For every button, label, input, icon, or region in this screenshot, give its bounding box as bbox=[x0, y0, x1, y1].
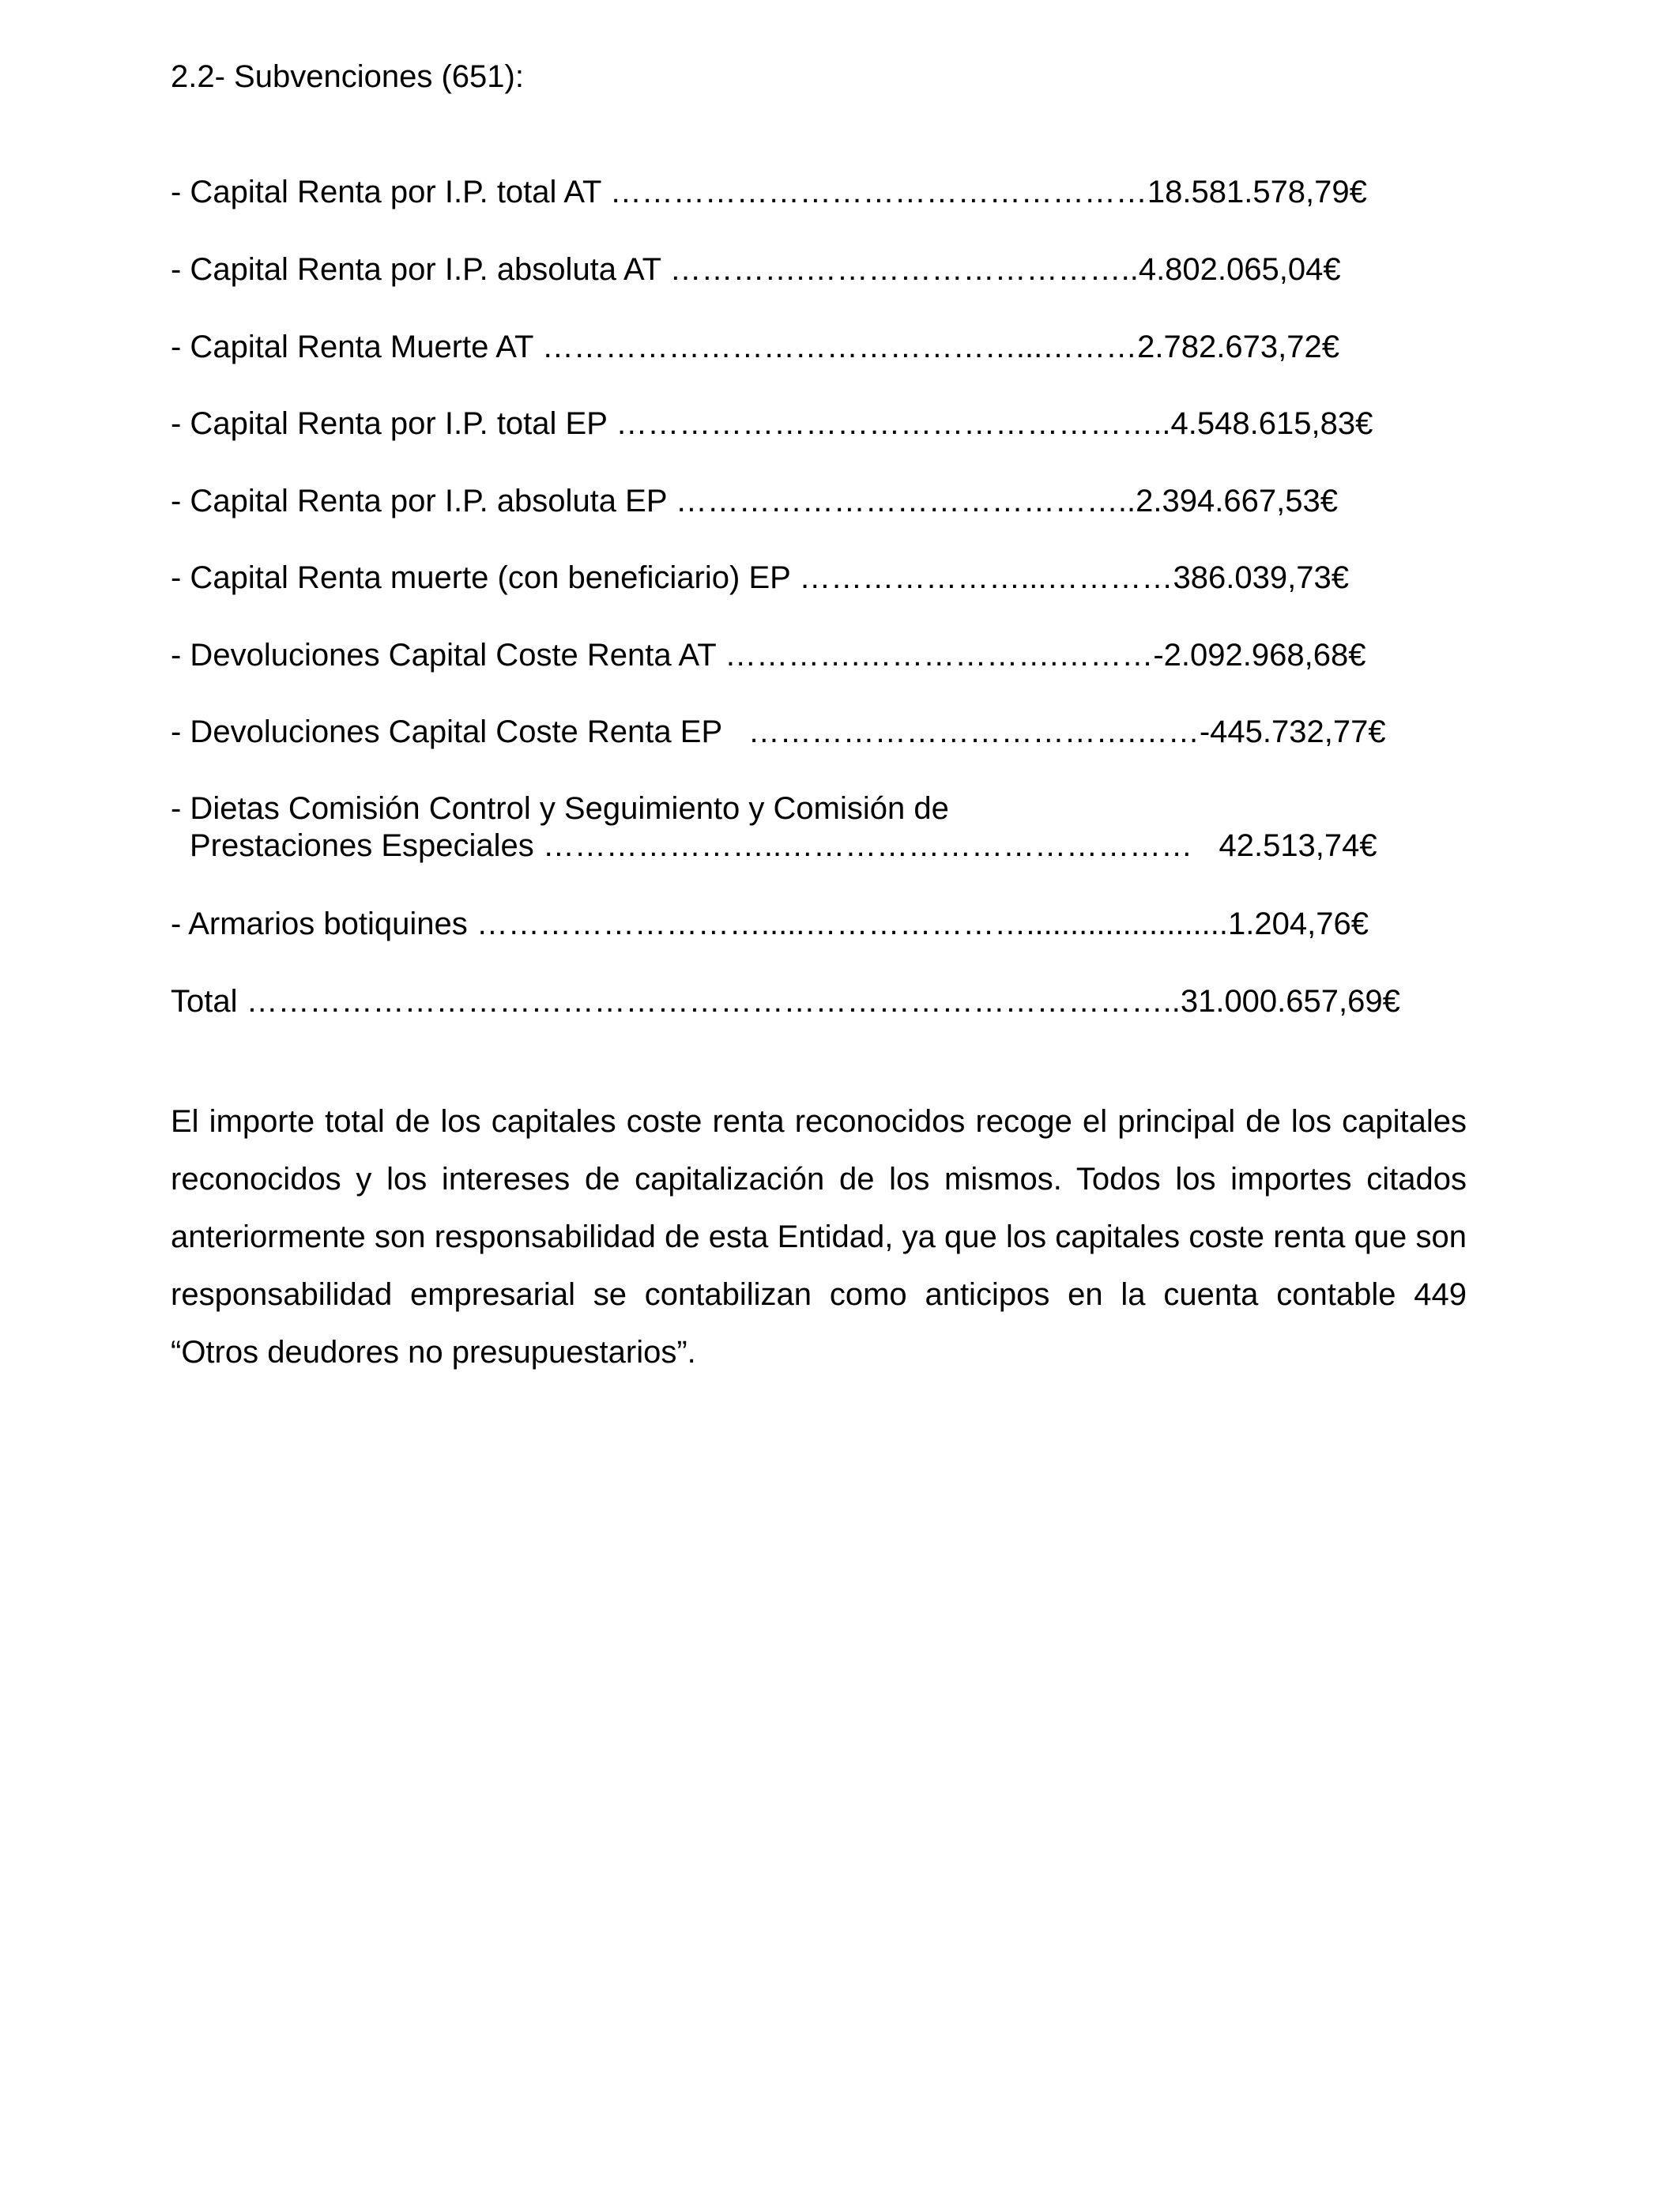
total-line: Total ……………………………………………………………………………..31.000.657,69€ bbox=[171, 984, 1400, 1019]
explanatory-paragraph: El importe total de los capitales coste renta reconocidos recoge el principal de los capitales reconocidos y los intereses de capitalización de los mismos. Todos los importes citados anteriormente son responsabilidad de esta Entidad, ya que los capitales coste renta que son responsabilidad empresarial se contabilizan como anticipos en la cuenta contable 449 “Otros deudores no presupuestarios”. bbox=[171, 1104, 1467, 1370]
list-item: - Capital Renta muerte (con beneficiario) EP …………………...…………386.039,73€ bbox=[171, 560, 1349, 595]
section-heading: 2.2- Subvenciones (651): bbox=[171, 59, 524, 94]
list-item-continuation: Prestaciones Especiales …………………..………………………………… 42.513,74€ bbox=[190, 828, 1377, 863]
list-item: - Dietas Comisión Control y Seguimiento y Comisión de bbox=[171, 791, 949, 826]
list-item: - Devoluciones Capital Coste Renta AT ………….……………….………-2.092.968,68€ bbox=[171, 638, 1366, 673]
list-item: - Capital Renta Muerte AT ………………………………………...………2.782.673,72€ bbox=[171, 330, 1339, 364]
list-item: - Capital Renta por I.P. absoluta AT ………….…………………………..4.802.065,04€ bbox=[171, 252, 1341, 287]
list-item: - Armarios botiquines ……………………….....………………….......................1.204,76€ bbox=[171, 907, 1369, 941]
list-item: - Devoluciones Capital Coste Renta EP ……………………………….……-445.732,77€ bbox=[171, 714, 1386, 749]
list-item: - Capital Renta por I.P. total AT ……………………………………………18.581.578,79€ bbox=[171, 175, 1367, 209]
list-item: - Capital Renta por I.P. absoluta EP ……………………………………..2.394.667,53€ bbox=[171, 484, 1338, 518]
list-item: - Capital Renta por I.P. total EP ……………………………………………..4.548.615,83€ bbox=[171, 406, 1373, 441]
